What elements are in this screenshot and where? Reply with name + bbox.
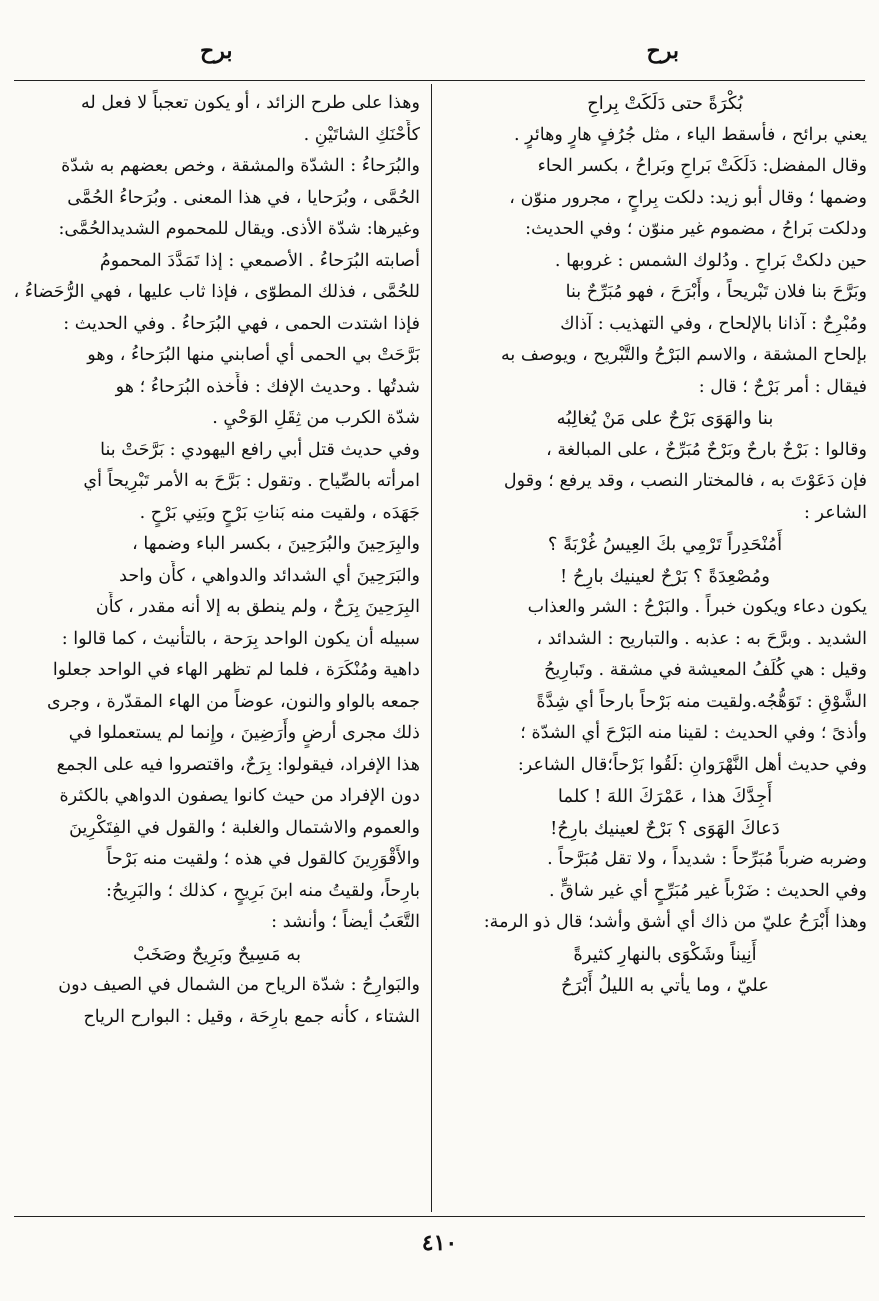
- text-line: وفي الحديث : ضَرْباً غير مُبَرِّحٍ أي غير شاقٍّ .: [549, 880, 867, 901]
- text-line: وفي حديث قتل أبي رافع اليهودي : بَرَّحَتْ بنا: [100, 439, 420, 460]
- verse-line: أَجِدَّكَ هذا ، عَمْرَكَ اللهَ ! كلما: [557, 786, 773, 807]
- text-line: وقالوا : بَرْحٌ بارحٌ وبَرْحٌ مُبَرِّحٌ ، على المبالغة ،: [546, 439, 867, 460]
- text-line: ومُبْرِحٌ : آذانا بالإلحاح ، وفي التهذيب : آذاك: [560, 313, 867, 334]
- text-line: يكون دعاء ويكون خبراً . والبَرْحُ : الشر والعذاب: [527, 597, 867, 617]
- text-line: وهذا أَبْرَحُ عليّ من ذاك أي أشق وأشد؛ قال ذو الرمة:: [483, 912, 867, 932]
- text-line: وبَرَّحَ بنا فلان تَبْريحاً ، وأَبْرَحَ ، فهو مُبَرِّحٌ بنا: [565, 282, 867, 302]
- text-line: امرأته بالصِّياح . وتقول : بَرَّحَ به الأمر تَبْرِيحاً أي: [83, 471, 420, 491]
- right-column: [463, 88, 867, 1210]
- text-line: فيقال : أمر بَرْحٌ ؛ قال :: [698, 376, 867, 397]
- verse-line: ومُصْعِدَةً ؟ بَرْحٌ لعينيك بارِحُ !: [560, 565, 770, 587]
- text-line: يعني برائح ، فأسقط الياء ، مثل جُرُفٍ هارٍ وهائرٍ .: [513, 124, 867, 145]
- text-line: بإلحاح المشقة ، والاسم البَرْحُ والتَّبْريح ، ويوصف به: [500, 345, 867, 365]
- text-line: والأَقْوَرِينَ كالقول في هذه ؛ ولقيت منه بَرْحاً: [106, 849, 420, 869]
- verse-line: عليّ ، وما يأتي به الليلُ أَبْرَحُ: [561, 975, 769, 996]
- text-line: للحُمَّى ، فذلك المطوّى ، فإذا ثاب عليها ، فهي الرُّحَضاءُ ،: [14, 282, 420, 302]
- verse-line: دَعاكَ الهَوَى ؟ بَرْحٌ لعينيك بارِحُ!: [550, 817, 780, 839]
- verse-line: بُكْرَةً حتى دَلَكَتْ بِراحِ: [587, 93, 743, 114]
- page-number: ٤١٠: [421, 1230, 458, 1256]
- text-line: ودلكت بَراحُ ، مضموم غير منوّن ؛ وفي الحديث:: [525, 219, 867, 239]
- text-line: والعموم والاشتمال والغلبة ؛ والقول في الفِتَكْرِينَ: [69, 817, 420, 838]
- text-line: والبُرَحاءُ : الشدّة والمشقة ، وخص بعضهم به شدّة: [61, 156, 420, 176]
- text-line: بارِحاً، ولقيتُ منه ابنَ بَرِيحٍ ، كذلك ؛ والبَرِيحُ:: [106, 880, 420, 901]
- text-line: الحُمَّى ، وبُرَحايا ، في هذا المعنى . وبُرَحاءُ الحُمَّى: [67, 187, 420, 208]
- text-line: والبِرَحِينَ والبُرَحِينَ ، بكسر الباء وضمها ،: [132, 534, 420, 554]
- text-line: الشَّوْقِ : تَوَهُّجُه.ولقيت منه بَرْحاً بارحاً أي شِدَّةً: [536, 691, 867, 712]
- text-line: هذا الإفراد، فيقولوا: بِرَحٌ، واقتصروا فيه على الجمع: [56, 754, 420, 775]
- running-header-left: برح: [200, 38, 233, 64]
- text-line: فإذا اشتدت الحمى ، فهي البُرَحاءُ . وفي الحديث :: [63, 313, 420, 334]
- top-rule: [14, 80, 865, 81]
- column-divider: [431, 84, 432, 1212]
- text-line: وقال المفضل: دَلَكَتْ بَراحِ وبَراحُ ، بكسر الحاء: [537, 156, 867, 176]
- text-line: والبَرَحِينَ أي الشدائد والدواهي ، كأَن واحد: [119, 565, 420, 586]
- text-line: داهية ومُنْكَرَة ، فلما لم تظهر الهاء في الواحد جعلوا: [52, 660, 420, 680]
- running-header-right: برح: [646, 38, 679, 64]
- verse-line: به مَسِيحٌ وبَرِيحٌ وصَخَبْ: [132, 943, 302, 965]
- text-line: شدّة الكرب من ثِقَلِ الوَحْيِ .: [212, 408, 420, 428]
- text-line: فإن دَعَوْتَ به ، فالمختار النصب ، وقد يرفع ؛ وقول: [503, 471, 867, 491]
- text-line: بَرَّحَتْ بي الحمى أي أصابني منها البُرَحاءُ ، وهو: [87, 345, 420, 365]
- text-line: البِرَحِينَ بِرَحٌ ، ولم ينطق به إلا أنه مقدر ، كأَن: [95, 597, 420, 617]
- text-line: وأذىً ؛ وفي الحديث : لقينا منه البَرْحَ أي الشدّة ؛: [520, 723, 867, 743]
- text-line: وهذا على طرح الزائد ، أو يكون تعجباً لا فعل له: [81, 93, 420, 113]
- text-line: الشاعر :: [803, 502, 867, 523]
- text-line: وضربه ضرباً مُبَرِّحاً : شديداً ، ولا تقل مُبَرَّحاً .: [547, 849, 867, 869]
- text-line: حين دلكتْ بَراحِ . ودُلوك الشمس : غروبها .: [554, 250, 867, 271]
- text-line: جمعه بالواو والنون، عوضاً من الهاء المقدّرة ، وجرى: [46, 691, 420, 712]
- verse-line: أَنِيناً وشَكْوَى بالنهارِ كثيرةً: [573, 943, 757, 965]
- text-line: وضمها ؛ وقال أبو زيد: دلكت بِراحٍ ، مجرور منوّن ،: [509, 187, 867, 208]
- text-line: كأَحْنَكِ الشاتَيْنِ .: [303, 124, 420, 145]
- text-line: دون الإفراد من حيث كانوا يصفون الدواهي بالكثرة: [59, 786, 420, 806]
- text-line: جَهَدَه ، ولقيت منه بَناتِ بَرْحٍ وبَنِي بَرْحٍ .: [139, 502, 420, 523]
- bottom-rule: [14, 1216, 865, 1217]
- text-line: سبيله أن يكون الواحد بِرَحة ، بالتأنيث ، كما قالوا :: [61, 628, 420, 649]
- verse-line: أَمُنْحَدِراً تَرْمِي بكَ العِيسُ غُرْبَةً ؟: [547, 534, 783, 555]
- text-line: شدتُها . وحديث الإفك : فأَخذه البُرَحاءُ ؛ هو: [115, 376, 420, 397]
- verse-line: بنا والهَوَى بَرْحٌ على مَنْ يُغالِبُه: [556, 408, 774, 429]
- text-line: ذلك مجرى أرضٍ وأَرَضِينَ ، وإِنما لم يستعملوا في: [68, 723, 420, 743]
- text-line: التَّعَبُ أيضاً ؛ وأنشد :: [271, 912, 420, 932]
- text-line: وغيرها: شدّة الأذى. ويقال للمحموم الشديدالحُمَّى:: [58, 219, 420, 239]
- left-column: [14, 88, 420, 1210]
- text-line: والبَوارِحُ : شدّة الرياح من الشمال في الصيف دون: [58, 975, 420, 995]
- text-line: الشتاء ، كأنه جمع بارِحَة ، وقيل : البوارح الرياح: [83, 1006, 420, 1027]
- text-line: وفي حديث أهل النَّهْرَوانِ :لَقُوا بَرْحاً؛قال الشاعر:: [517, 754, 867, 775]
- text-line: الشديد . وبرَّحَ به : عذبه . والتباريح : الشدائد ،: [536, 628, 867, 649]
- text-line: أصابته البُرَحاءُ . الأصمعي : إذا تَمَدَّدَ المحمومُ: [99, 250, 420, 271]
- text-line: وقيل : هي كُلَفُ المعيشة في مشقة . وتَبارِيحُ: [544, 660, 867, 680]
